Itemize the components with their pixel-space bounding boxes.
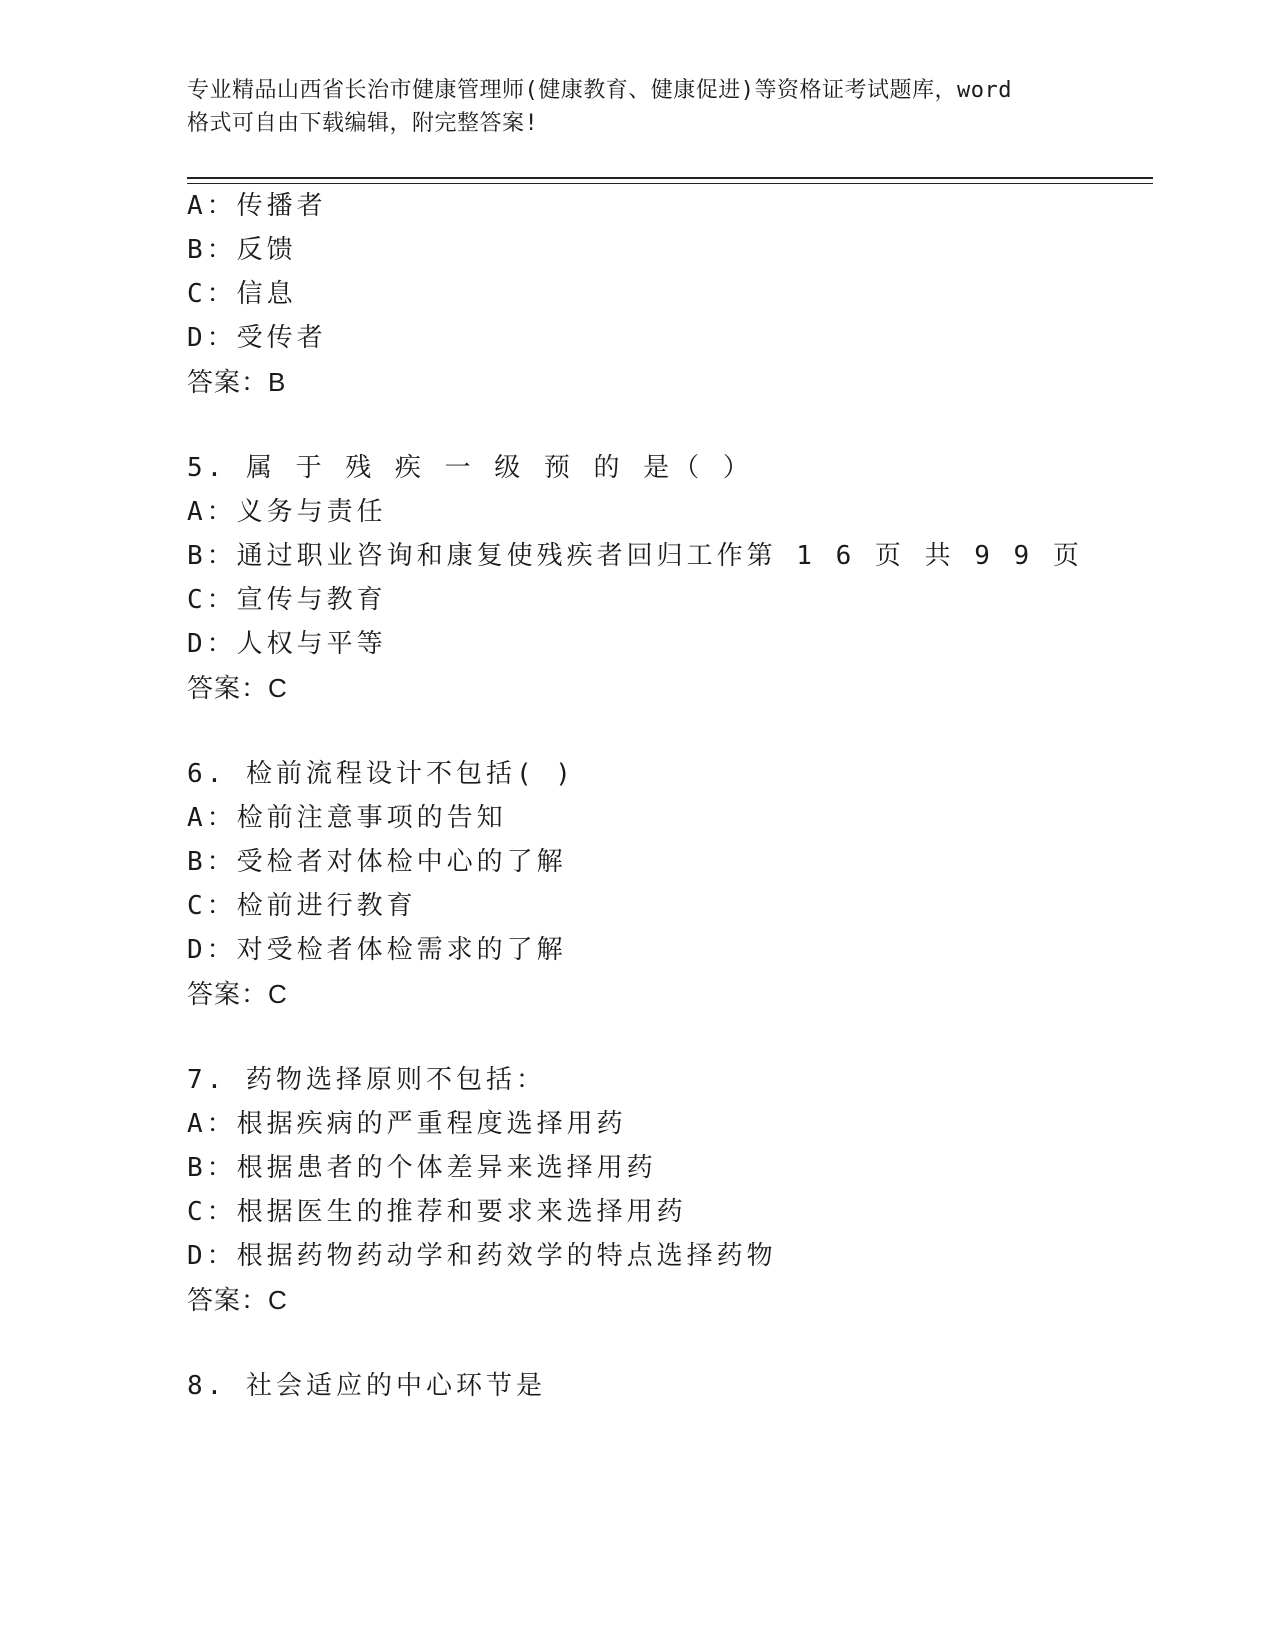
q6-option-b: B：受检者对体检中心的了解 xyxy=(187,847,567,877)
q5-answer: 答案：C xyxy=(187,673,288,703)
q7-option-a: A：根据疾病的严重程度选择用药 xyxy=(187,1109,627,1139)
q5-option-c: C：宣传与教育 xyxy=(187,585,387,615)
header-title-line-2: 格式可自由下载编辑，附完整答案! xyxy=(187,111,539,136)
q6-answer: 答案：C xyxy=(187,979,288,1009)
q5-option-d: D：人权与平等 xyxy=(187,629,387,659)
q7-question: 7. 药物选择原则不包括： xyxy=(187,1065,546,1095)
document-header xyxy=(187,74,1087,140)
q7-option-d: D：根据药物药动学和药效学的特点选择药物 xyxy=(187,1241,777,1271)
q6-option-a: A：检前注意事项的告知 xyxy=(187,803,507,833)
q4-option-d: D：受传者 xyxy=(187,323,327,353)
q6-question: 6. 检前流程设计不包括( ) xyxy=(187,759,575,789)
q5-question: 5. 属 于 残 疾 一 级 预 的 是（ ） xyxy=(187,453,753,483)
q4-answer: 答案：B xyxy=(187,367,287,397)
header-divider-thin xyxy=(187,183,1153,184)
q4-option-c: C：信息 xyxy=(187,279,297,309)
q7-option-b: B：根据患者的个体差异来选择用药 xyxy=(187,1153,657,1183)
header-divider-thick xyxy=(187,177,1153,179)
q7-option-c: C：根据医生的推荐和要求来选择用药 xyxy=(187,1197,687,1227)
q5-option-a: A：义务与责任 xyxy=(187,497,387,527)
q6-option-c: C：检前进行教育 xyxy=(187,891,417,921)
q7-answer: 答案：C xyxy=(187,1285,288,1315)
q8-question: 8. 社会适应的中心环节是 xyxy=(187,1371,546,1401)
q5-option-b: B：通过职业咨询和康复使残疾者回归工作第 1 6 页 共 9 9 页 xyxy=(187,541,1083,571)
q4-option-a: A：传播者 xyxy=(187,191,327,221)
header-title-line-1: 专业精品山西省长治市健康管理师(健康教育、健康促进)等资格证考试题库，word xyxy=(187,78,1012,103)
q4-option-b: B：反馈 xyxy=(187,235,297,265)
q6-option-d: D：对受检者体检需求的了解 xyxy=(187,935,567,965)
